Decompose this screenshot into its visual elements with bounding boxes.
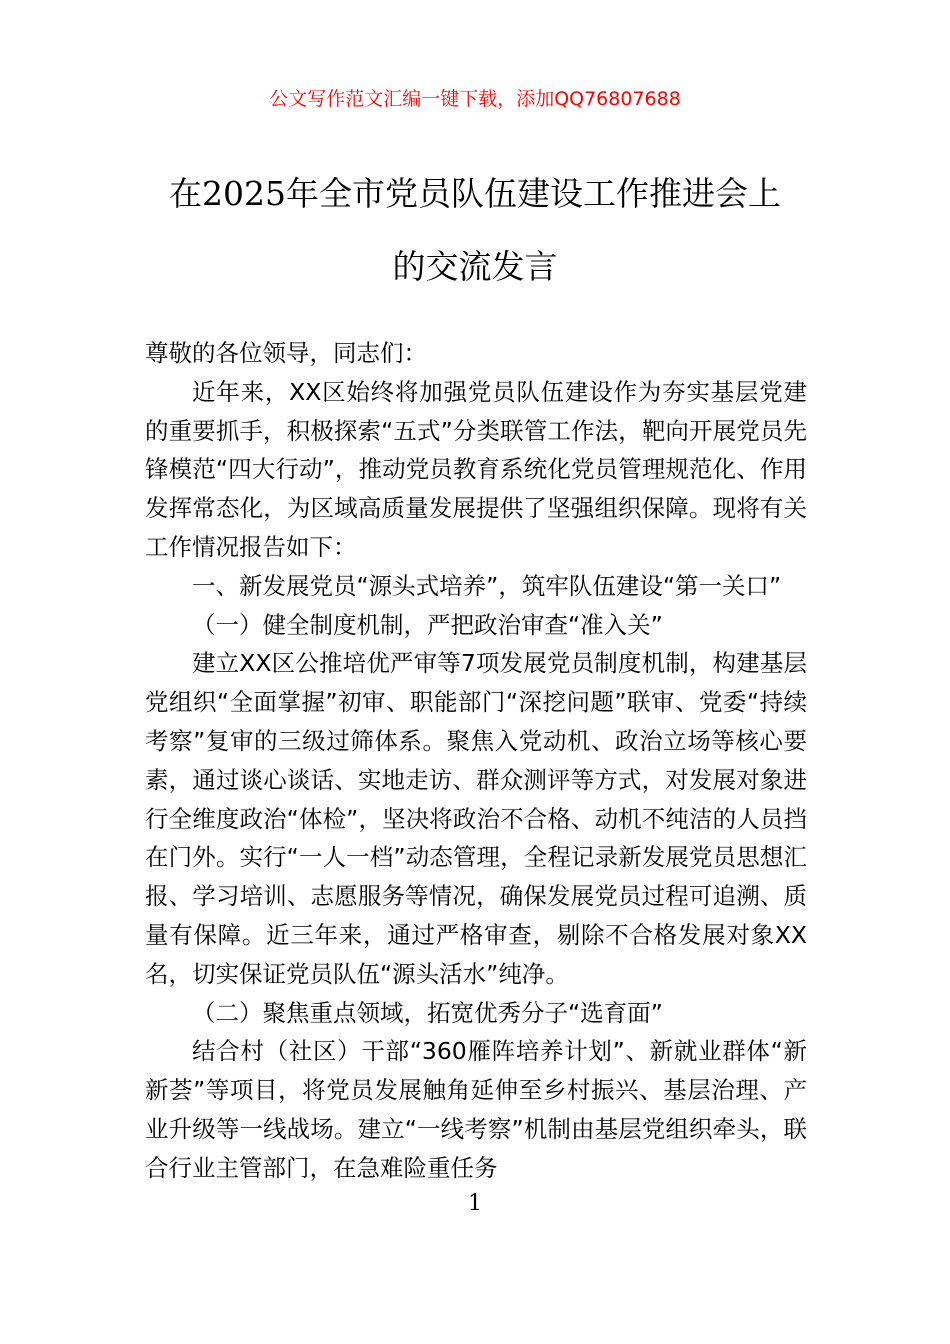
paragraph-intro: 近年来，XX区始终将加强党员队伍建设作为夯实基层党建的重要抓手，积极探索“五式”分类联管工作法，靶向开展党员先锋模范“四大行动”，推动党员教育系统化党员管理规范化、作用发挥常态化，为区域高质量发展提供了坚强组织保障。现将有关工作情况报告如下： [145, 377, 807, 561]
document-title-line-2: 的交流发言 [392, 247, 558, 286]
document-body [145, 334, 807, 1188]
document-title-line-1: 在2025年全市党员队伍建设工作推进会上 [169, 174, 781, 213]
page-number: 1 [468, 1191, 482, 1216]
subsection-heading-2: （二）聚焦重点领域，拓宽优秀分子“选育面” [192, 998, 663, 1027]
paragraph-body-2: 结合村（社区）干部“360雁阵培养计划”、新就业群体“新新荟”等项目，将党员发展触角延伸至乡村振兴、基层治理、产业升级等一线战场。建立“一线考察”机制由基层党组织牵头，联合行业主管部门，在急难险重任务 [145, 1037, 807, 1182]
salutation: 尊敬的各位领导，同志们： [145, 339, 427, 367]
section-heading-1: 一、新发展党员“源头式培养”，筑牢队伍建设“第一关口” [192, 571, 782, 600]
paragraph-body-1: 建立XX区公推培优严审等7项发展党员制度机制，构建基层党组织“全面掌握”初审、职能部门“深挖问题”联审、党委“持续考察”复审的三级过筛体系。聚焦入党动机、政治立场等核心要素，通过谈心谈话、实地走访、群众测评等方式，对发展对象进行全维度政治“体检”，坚决将政治不合格、动机不纯洁的人员挡在门外。实行“一人一档”动态管理，全程记录新发展党员思想汇报、学习培训、志愿服务等情况，确保发展党员过程可追溯、质量有保障。近三年来，通过严格审查，剔除不合格发展对象XX名，切实保证党员队伍“源头活水”纯净。 [145, 649, 807, 988]
watermark-header: 公文写作范文汇编一键下载，添加QQ76807688 [269, 88, 681, 110]
subsection-heading-1: （一）健全制度机制，严把政治审查“准入关” [192, 610, 663, 639]
